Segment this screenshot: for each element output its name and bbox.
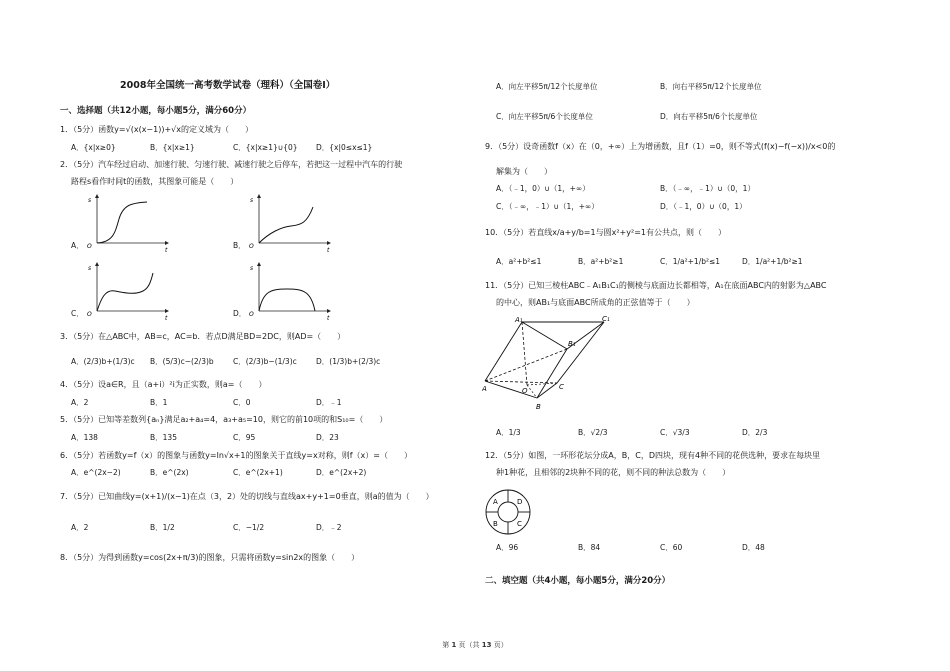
q1-option-a[interactable]: A．{x|x≥0} xyxy=(71,143,116,152)
q4-option-c[interactable]: C．0 xyxy=(233,398,251,407)
q7-option-a[interactable]: A．2 xyxy=(71,523,89,532)
origin-label: O xyxy=(87,311,92,318)
question-11-stem-line1: 11．（5分）已知三棱柱ABC﹣A₁B₁C₁的侧棱与底面边长都相等，A₁在底面ABC内的射影为△ABC xyxy=(485,281,827,290)
q2-option-b[interactable]: B． xyxy=(233,241,246,250)
region-c-label: C xyxy=(517,520,522,528)
q2-graph-b xyxy=(247,193,332,253)
q11-option-b[interactable]: B．√2/3 xyxy=(578,428,608,437)
q8-option-b[interactable]: B．向右平移5π/12个长度单位 xyxy=(660,82,762,91)
q11-prism-figure xyxy=(482,313,612,413)
question-3-stem: 3．（5分）在△ABC中，AB=c，AC=b．若点D满足BD=2DC，则AD=（ ） xyxy=(60,332,346,341)
q8-option-a[interactable]: A．向左平移5π/12个长度单位 xyxy=(496,82,598,91)
label-c1: C₁ xyxy=(602,315,610,323)
origin-label: O xyxy=(249,243,254,250)
footer-page-number: 1 xyxy=(451,641,457,649)
q10-option-c[interactable]: C．1/a²+1/b²≤1 xyxy=(660,257,721,266)
region-d-label: D xyxy=(517,498,523,506)
question-4-stem: 4．（5分）设a∈R，且（a+i）²i为正实数，则a=（ ） xyxy=(60,380,267,389)
question-7-stem: 7．（5分）已知曲线y=(x+1)/(x−1)在点（3，2）处的切线与直线ax+y+1=0垂直，则a的值为（ ） xyxy=(60,492,434,501)
q2-option-d[interactable]: D． xyxy=(233,309,247,318)
label-o: O xyxy=(522,387,528,395)
q2-option-c[interactable]: C． xyxy=(71,309,84,318)
q6-option-b[interactable]: B．e^(2x) xyxy=(150,468,189,477)
q1-option-b[interactable]: B．{x|x≥1} xyxy=(150,143,195,152)
question-10-stem: 10．（5分）若直线x/a+y/b=1与圆x²+y²=1有公共点，则（ ） xyxy=(485,228,726,237)
axis-t-label: t xyxy=(165,247,168,253)
axis-t-label: t xyxy=(165,315,168,321)
q12-option-d[interactable]: D．48 xyxy=(742,543,765,552)
q8-option-c[interactable]: C．向左平移5π/6个长度单位 xyxy=(496,112,593,121)
axis-t-label: t xyxy=(327,247,330,253)
q4-option-d[interactable]: D．﹣1 xyxy=(316,398,342,407)
q2-graph-a xyxy=(85,193,170,253)
axis-s-label: s xyxy=(88,197,92,204)
q4-option-a[interactable]: A．2 xyxy=(71,398,89,407)
label-b: B xyxy=(536,403,541,411)
q10-option-b[interactable]: B．a²+b²≥1 xyxy=(578,257,624,266)
q8-option-d[interactable]: D．向右平移5π/6个长度单位 xyxy=(660,112,758,121)
question-2-stem-line1: 2．（5分）汽车经过启动、加速行驶、匀速行驶、减速行驶之后停车，若把这一过程中汽车的行驶 xyxy=(60,160,403,169)
q1-option-d[interactable]: D．{x|0≤x≤1} xyxy=(316,143,373,152)
label-a1: A₁ xyxy=(515,316,523,324)
question-2-stem-line2: 路程s看作时间t的函数，其图象可能是（ ） xyxy=(71,177,239,186)
footer-prefix: 第 xyxy=(442,641,452,649)
question-5-stem: 5．（5分）已知等差数列{aₙ}满足a₂+a₄=4，a₃+a₅=10，则它的前10项的和S₁₀=（ ） xyxy=(60,415,388,424)
axis-t-label: t xyxy=(327,315,330,321)
q5-option-b[interactable]: B．135 xyxy=(150,433,177,442)
question-12-stem-line2: 种1种花，且相邻的2块种不同的花，则不同的种法总数为（ ） xyxy=(496,468,731,477)
q4-option-b[interactable]: B．1 xyxy=(150,398,168,407)
question-8-stem: 8．（5分）为得到函数y=cos(2x+π/3)的图象，只需将函数y=sin2x的图象（ ） xyxy=(60,553,360,562)
q12-option-a[interactable]: A．96 xyxy=(496,543,519,552)
q9-option-c[interactable]: C．（﹣∞，﹣1）∪（1，+∞） xyxy=(496,202,599,211)
q5-option-c[interactable]: C．95 xyxy=(233,433,256,442)
footer-total-pages: 13 xyxy=(481,641,492,649)
question-11-stem-line2: 的中心，则AB₁与底面ABC所成角的正弦值等于（ ） xyxy=(496,298,695,307)
q9-option-d[interactable]: D．（﹣1，0）∪（0，1） xyxy=(660,202,747,211)
q12-option-c[interactable]: C．60 xyxy=(660,543,683,552)
axis-s-label: s xyxy=(250,197,254,204)
label-c: C xyxy=(559,383,564,391)
region-a-label: A xyxy=(493,498,498,506)
q1-option-c[interactable]: C．{x|x≥1}∪{0} xyxy=(233,143,298,152)
q11-option-d[interactable]: D．2/3 xyxy=(742,428,768,437)
q12-option-b[interactable]: B．84 xyxy=(578,543,601,552)
q12-flowerbed-figure xyxy=(484,488,534,538)
origin-label: O xyxy=(249,311,254,318)
page-footer xyxy=(0,640,950,650)
footer-suffix: 页） xyxy=(491,641,508,649)
q9-option-a[interactable]: A．（﹣1，0）∪（1，+∞） xyxy=(496,184,590,193)
label-b1: B₁ xyxy=(568,340,576,348)
question-9-stem-line2: 解集为（ ） xyxy=(496,167,552,176)
label-a: A xyxy=(482,385,487,393)
q2-graph-c xyxy=(85,261,170,321)
q3-option-c[interactable]: C．(2/3)b−(1/3)c xyxy=(233,357,297,366)
section-heading-fill: 二、填空题（共4小题，每小题5分，满分20分） xyxy=(485,576,671,586)
region-b-label: B xyxy=(493,520,498,528)
axis-s-label: s xyxy=(250,265,254,272)
footer-middle: 页（共 xyxy=(456,641,482,649)
q7-option-c[interactable]: C．−1/2 xyxy=(233,523,265,532)
q11-option-c[interactable]: C．√3/3 xyxy=(660,428,690,437)
q6-option-a[interactable]: A．e^(2x−2) xyxy=(71,468,121,477)
q7-option-d[interactable]: D．﹣2 xyxy=(316,523,342,532)
section-heading-choice: 一、选择题（共12小题，每小题5分，满分60分） xyxy=(60,106,252,116)
q10-option-a[interactable]: A．a²+b²≤1 xyxy=(496,257,542,266)
q3-option-b[interactable]: B．(5/3)c−(2/3)b xyxy=(150,357,214,366)
question-1-stem: 1．（5分）函数y=√(x(x−1))+√x的定义域为（ ） xyxy=(60,125,253,134)
axis-s-label: s xyxy=(88,265,92,272)
q2-option-a[interactable]: A． xyxy=(71,241,84,250)
q9-option-b[interactable]: B．（﹣∞，﹣1）∪（0，1） xyxy=(660,184,755,193)
q7-option-b[interactable]: B．1/2 xyxy=(150,523,175,532)
q3-option-d[interactable]: D．(1/3)b+(2/3)c xyxy=(316,357,381,366)
question-9-stem-line1: 9．（5分）设奇函数f（x）在（0，+∞）上为增函数，且f（1）=0，则不等式(f(x)−f(−x))/x<0的 xyxy=(485,142,836,151)
question-12-stem-line1: 12．（5分）如图，一环形花坛分成A，B，C，D四块，现有4种不同的花供选种，要求在每块里 xyxy=(485,451,821,460)
q6-option-d[interactable]: D．e^(2x+2) xyxy=(316,468,367,477)
origin-label: O xyxy=(87,243,92,250)
q6-option-c[interactable]: C．e^(2x+1) xyxy=(233,468,283,477)
q5-option-a[interactable]: A．138 xyxy=(71,433,98,442)
q11-option-a[interactable]: A．1/3 xyxy=(496,428,521,437)
page-title: 2008年全国统一高考数学试卷（理科）（全国卷Ⅰ） xyxy=(120,80,336,91)
question-6-stem: 6．（5分）若函数y=f（x）的图象与函数y=ln√x+1的图象关于直线y=x对称，则f（x）=（ ） xyxy=(60,451,412,460)
q5-option-d[interactable]: D．23 xyxy=(316,433,339,442)
q2-graph-d xyxy=(247,261,332,321)
q3-option-a[interactable]: A．(2/3)b+(1/3)c xyxy=(71,357,135,366)
q10-option-d[interactable]: D．1/a²+1/b²≥1 xyxy=(742,257,803,266)
